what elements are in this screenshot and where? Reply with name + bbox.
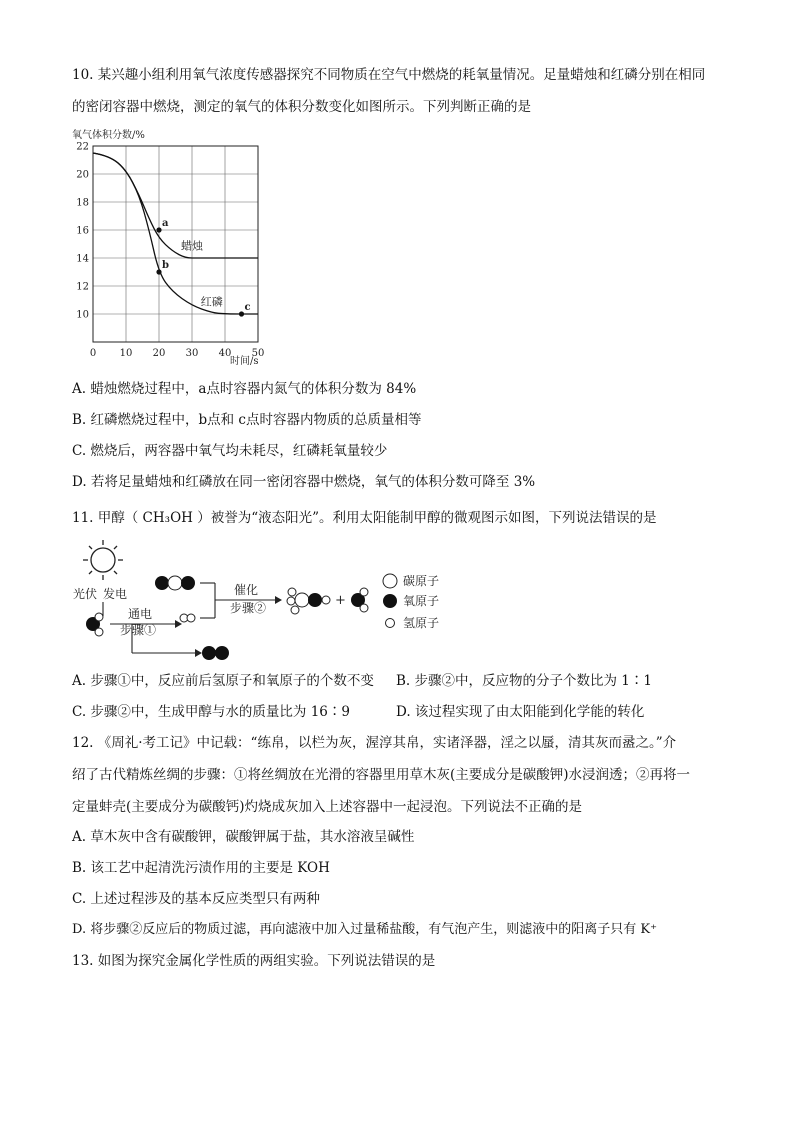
legend-carbon: 碳原子: [403, 574, 440, 588]
series-label-candle: 蜡烛: [181, 239, 203, 253]
q11-option-c: C. 步骤②中，生成甲醇与水的质量比为 16∶9: [72, 704, 350, 720]
x-tick-label: 50: [251, 348, 265, 359]
plot-frame: [93, 146, 258, 342]
step2-top-label: 催化: [234, 583, 259, 597]
y-tick-label: 14: [76, 253, 89, 265]
point-label-c: c: [244, 302, 251, 313]
x-tick-label: 40: [218, 348, 232, 359]
q12-stem-line3: 定量蚌壳(主要成分为碳酸钙)灼烧成灰加入上述容器中一起浸泡。下列说法不正确的是: [72, 799, 583, 815]
q10-stem-line1: 10. 某兴趣小组利用氧气浓度传感器探究不同物质在空气中燃烧的耗氧量情况。足量蜡烛和红磷分别在相同: [72, 67, 706, 83]
hydrogen-molecule-icon: [180, 614, 195, 622]
q12-stem-line1: 12. 《周礼·考工记》中记载：“练帛，以栏为灰，渥淳其帛，实诸泽器，淫之以蜃，清其灰而盝之。”介: [72, 735, 677, 751]
q10-option-a: A. 蜡烛燃烧过程中，a点时容器内氮气的体积分数为 84%: [72, 381, 417, 397]
q12-option-c: C. 上述过程涉及的基本反应类型只有两种: [72, 891, 320, 907]
legend-oxygen: 氧原子: [403, 594, 440, 608]
q10-option-b: B. 红磷燃烧过程中，b点和 c点时容器内物质的总质量相等: [72, 412, 422, 428]
point-label-b: b: [162, 260, 169, 271]
carbon-atom-icon: [383, 574, 397, 588]
q12-option-a: A. 草木灰中含有碳酸钾，碳酸钾属于盐，其水溶液呈碱性: [72, 829, 415, 845]
step1-top-label: 通电: [128, 607, 153, 621]
oxygen-molecule-icon: [202, 646, 229, 660]
legend-hydrogen: 氢原子: [403, 616, 440, 630]
legend: [383, 573, 439, 630]
q11-option-d: D. 该过程实现了由太阳能到化学能的转化: [396, 704, 645, 720]
oxygen-atom-icon: [383, 594, 397, 608]
chart-xlabel: 时间/s: [230, 356, 259, 367]
y-tick-label: 10: [76, 309, 89, 321]
plus-sign: +: [335, 593, 346, 608]
chart-ylabel: 氧气体积分数/%: [72, 130, 145, 141]
hydrogen-atom-icon: [386, 619, 395, 628]
series-label-phosphorus: 红磷: [200, 295, 223, 309]
methanol-molecule-icon: [287, 588, 330, 614]
x-tick-label: 30: [185, 348, 199, 359]
water-molecule-icon: [86, 613, 103, 636]
point-label-a: a: [162, 218, 169, 229]
q11-stem: 11. 甲醇（ CH₃OH ）被誉为“液态阳光”。利用太阳能制甲醇的微观图示如图，下列说法错误的是: [72, 510, 657, 526]
x-tick-label: 0: [89, 348, 97, 359]
q10-stem-line2: 的密闭容器中燃烧，测定的氧气的体积分数变化如图所示。下列判断正确的是: [72, 99, 531, 115]
y-tick-label: 16: [76, 225, 89, 237]
q12-option-d: D. 将步骤②反应后的物质过滤，再向滤液中加入过量稀盐酸，有气泡产生，则滤液中的阳离子只有 K⁺: [72, 922, 657, 937]
methanol-diagram: [70, 538, 470, 666]
q13-stem: 13. 如图为探究金属化学性质的两组实验。下列说法错误的是: [72, 953, 436, 969]
x-tick-label: 10: [119, 348, 133, 359]
q11-option-b: B. 步骤②中，反应物的分子个数比为 1∶1: [396, 673, 652, 689]
co2-molecule-icon: [155, 576, 195, 590]
sun-icon: [83, 540, 123, 580]
y-tick-label: 20: [76, 169, 89, 181]
water-product-icon: [351, 588, 368, 612]
q12-option-b: B. 该工艺中起清洗污渍作用的主要是 KOH: [72, 860, 330, 876]
q11-option-a: A. 步骤①中，反应前后氢原子和氧原子的个数不变: [72, 673, 374, 689]
oxygen-chart: [68, 124, 268, 369]
x-tick-label: 20: [152, 348, 166, 359]
point-a: [156, 227, 161, 232]
y-tick-label: 12: [76, 281, 89, 293]
point-c: [239, 311, 244, 316]
step2-bottom-label: 步骤②: [230, 601, 267, 615]
point-b: [156, 269, 161, 274]
step1-bottom-label: 步骤①: [120, 623, 157, 637]
y-tick-label: 18: [76, 197, 89, 209]
pv-label: 光伏: [73, 587, 98, 601]
series-line-1: [93, 153, 258, 314]
y-tick-label: 22: [76, 141, 89, 153]
series-line-0: [93, 153, 258, 258]
generate-label: 发电: [103, 587, 128, 601]
q10-option-c: C. 燃烧后，两容器中氧气均未耗尽，红磷耗氧量较少: [72, 443, 388, 459]
q10-option-d: D. 若将足量蜡烛和红磷放在同一密闭容器中燃烧，氧气的体积分数可降至 3%: [72, 474, 536, 490]
q12-stem-line2: 绍了古代精炼丝绸的步骤：①将丝绸放在光滑的容器里用草木灰(主要成分是碳酸钾)水浸润透；②再将一: [72, 767, 691, 783]
